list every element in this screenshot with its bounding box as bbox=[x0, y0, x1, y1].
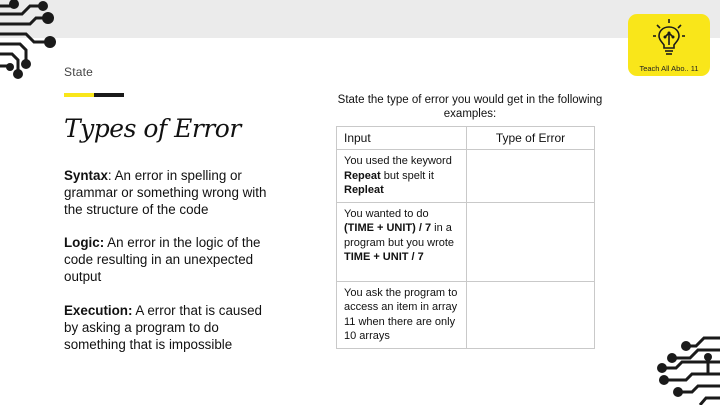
circuit-decoration-top-left bbox=[0, 0, 62, 80]
accent-bar-black bbox=[94, 93, 124, 97]
accent-bar-yellow bbox=[64, 93, 94, 97]
input-text: but spelt it bbox=[380, 169, 434, 182]
column-header-type: Type of Error bbox=[467, 127, 595, 150]
input-text: You used the keyword bbox=[344, 155, 452, 167]
definition-text: A error that is caused by asking a program to do something that is impossible bbox=[64, 303, 262, 352]
table-header-row bbox=[337, 127, 595, 150]
logo bbox=[628, 14, 710, 76]
definition-term: Logic: bbox=[64, 235, 105, 250]
input-cell bbox=[337, 281, 467, 348]
input-cell bbox=[337, 202, 467, 281]
definition-text: : An error in spelling or grammar or something wrong with the structure of the code bbox=[64, 168, 267, 217]
page-title: Types of Error bbox=[64, 114, 241, 143]
circuit-decoration-bottom-right bbox=[638, 330, 720, 405]
error-examples-table bbox=[336, 126, 595, 349]
column-header-input: Input bbox=[337, 127, 467, 150]
answer-cell[interactable] bbox=[467, 150, 595, 203]
definition-syntax bbox=[64, 167, 274, 218]
lightbulb-icon bbox=[652, 17, 686, 64]
answer-cell[interactable] bbox=[467, 281, 595, 348]
input-text-bold: TIME + UNIT / 7 bbox=[344, 251, 424, 263]
definition-logic bbox=[64, 234, 274, 285]
input-cell bbox=[337, 150, 467, 203]
input-text: in a program but you wrote bbox=[344, 222, 455, 249]
definition-text: An error in the logic of the code resulting in an unexpected output bbox=[64, 235, 261, 284]
top-band bbox=[0, 0, 720, 38]
input-text: You wanted to do bbox=[344, 207, 429, 220]
input-text: You ask the program to access an item in array 11 when there are only 10 arrays bbox=[344, 286, 458, 342]
table-row bbox=[337, 281, 595, 348]
section-label: State bbox=[64, 65, 94, 79]
answer-cell[interactable] bbox=[467, 202, 595, 281]
exercise-instruction: State the type of error you would get in the following examples: bbox=[337, 94, 603, 120]
logo-text: Teach All Abo.. 11 bbox=[639, 64, 699, 73]
input-text-bold: Repeat bbox=[344, 169, 381, 182]
table-row bbox=[337, 202, 595, 281]
definition-term: Execution: bbox=[64, 303, 133, 318]
definition-execution bbox=[64, 302, 274, 353]
input-text-bold: (TIME + UNIT) / 7 bbox=[344, 222, 432, 234]
input-text-bold: Repleat bbox=[344, 184, 384, 196]
table-row bbox=[337, 150, 595, 203]
definition-term: Syntax bbox=[64, 168, 108, 183]
